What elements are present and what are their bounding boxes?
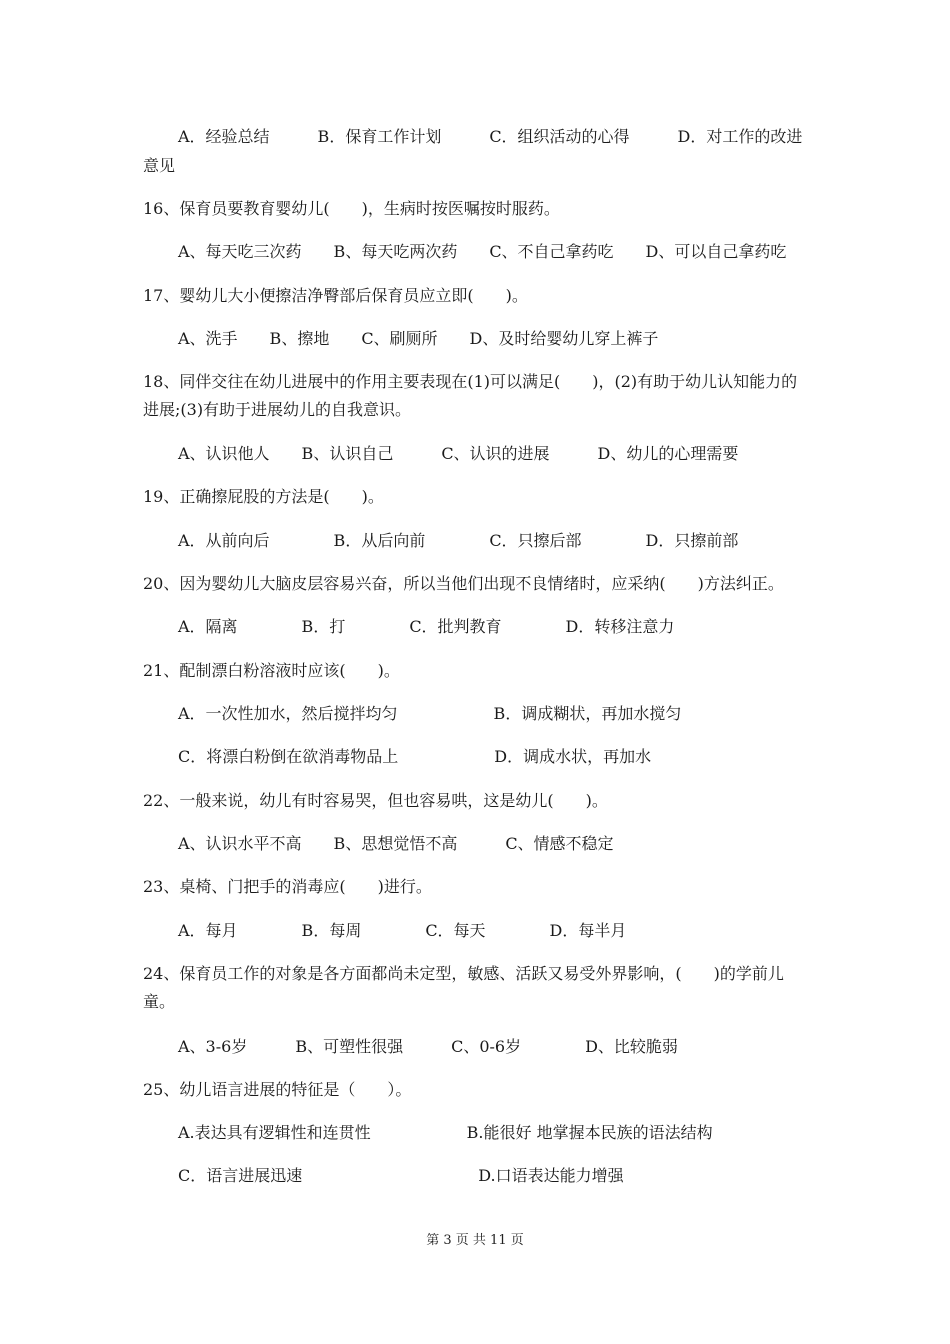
question-16: 16、保育员要教育婴幼儿( )，生病时按医嘱按时服药。 [143, 199, 560, 218]
question-25: 25、幼儿语言进展的特征是（ ）。 [143, 1080, 412, 1099]
page-number-footer: 第 3 页 共 11 页 [426, 1233, 524, 1248]
options-21-row2: C．将漂白粉倒在欲消毒物品上 D．调成水状，再加水 [178, 747, 652, 766]
options-25-row2: C．语言进展迅速 D.口语表达能力增强 [178, 1166, 624, 1185]
option-line-15: A．经验总结 B．保育工作计划 C．组织活动的心得 D．对工作的改进 [178, 127, 803, 146]
question-21: 21、配制漂白粉溶液时应该( )。 [143, 661, 400, 680]
question-23: 23、桌椅、门把手的消毒应( )进行。 [143, 877, 432, 896]
question-24: 24、保育员工作的对象是各方面都尚未定型，敏感、活跃又易受外界影响，( )的学前儿童。 [143, 964, 784, 1011]
options-22: A、认识水平不高 B、思想觉悟不高 C、情感不稳定 [178, 834, 614, 853]
options-25-row1: A.表达具有逻辑性和连贯性 B.能很好 地掌握本民族的语法结构 [178, 1123, 713, 1142]
options-23: A．每月 B．每周 C．每天 D．每半月 [178, 921, 627, 940]
option-line-15-cont: 意见 [143, 156, 176, 175]
options-17: A、洗手 B、擦地 C、刷厕所 D、及时给婴幼儿穿上裤子 [178, 329, 659, 348]
options-18: A、认识他人 B、认识自己 C、认识的进展 D、幼儿的心理需要 [178, 444, 739, 463]
question-22: 22、一般来说，幼儿有时容易哭，但也容易哄，这是幼儿( )。 [143, 791, 608, 810]
options-20: A．隔离 B．打 C．批判教育 D．转移注意力 [178, 617, 675, 636]
options-16: A、每天吃三次药 B、每天吃两次药 C、不自己拿药吃 D、可以自己拿药吃 [178, 242, 787, 261]
question-17: 17、婴幼儿大小便擦洁净臀部后保育员应立即( )。 [143, 286, 528, 305]
options-21-row1: A．一次性加水，然后搅拌均匀 B．调成糊状，再加水搅匀 [178, 704, 682, 723]
options-24: A、3-6岁 B、可塑性很强 C、0-6岁 D、比较脆弱 [178, 1037, 678, 1056]
question-18: 18、同伴交往在幼儿进展中的作用主要表现在(1)可以满足( )，(2)有助于幼儿认知能力的进展;(3)有助于进展幼儿的自我意识。 [143, 372, 798, 419]
options-19: A．从前向后 B．从后向前 C．只擦后部 D．只擦前部 [178, 531, 739, 550]
question-20: 20、因为婴幼儿大脑皮层容易兴奋，所以当他们出现不良情绪时，应采纳( )方法纠正。 [143, 574, 784, 593]
question-19: 19、正确擦屁股的方法是( )。 [143, 487, 384, 506]
